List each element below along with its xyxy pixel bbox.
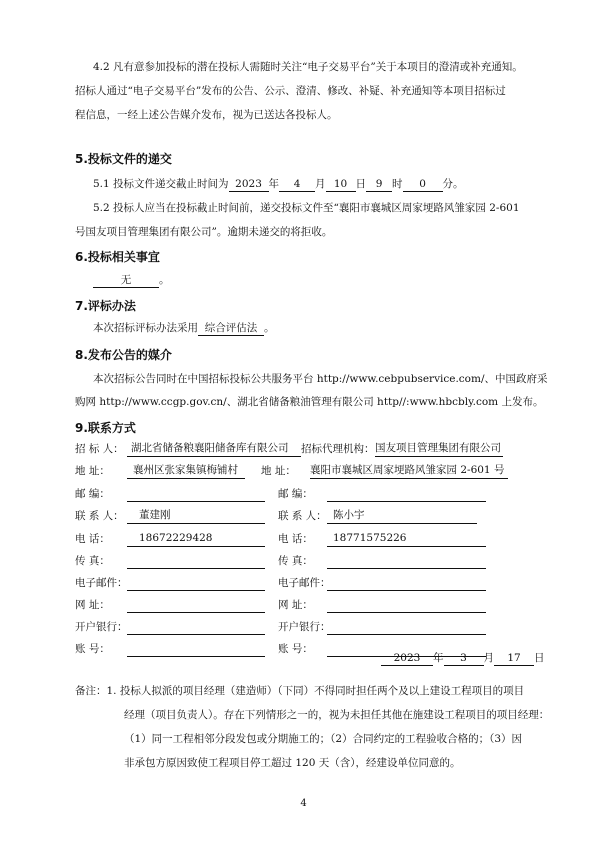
deadline-day-unit: 日	[355, 178, 367, 190]
section7-line	[93, 317, 553, 339]
contact-row-web	[75, 596, 545, 616]
clause-4-2-line1: 4.2 凡有意参加投标的潜在投标人需随时关注“电子交易平台”关于本项目的澄清或补充通知。	[93, 61, 523, 73]
contact-row-fax	[75, 552, 545, 572]
postcode-value	[127, 485, 265, 502]
web-value	[127, 596, 265, 613]
contact-row-address	[75, 462, 545, 482]
address-value: 襄州区张家集镇梅铺村	[127, 462, 245, 479]
page-number: 4	[300, 798, 307, 809]
section7-prefix: 本次招标评标办法采用	[93, 322, 198, 334]
address-label: 地 址：	[75, 465, 110, 477]
section9-heading: 9.联系方式	[75, 421, 136, 435]
agency-contact-label: 联 系 人：	[278, 510, 327, 522]
agency-label: 招标代理机构：	[301, 443, 375, 455]
section6-heading: 6.投标相关事宜	[75, 250, 160, 264]
deadline-prefix: 5.1 投标文件递交截止时间为	[93, 178, 229, 190]
signing-date-day-unit: 日	[534, 652, 545, 664]
agency-address-label: 地 址：	[261, 465, 296, 477]
signing-date-year: 2023	[381, 651, 433, 666]
section8-line2: 购网 http://www.ccgp.gov.cn/、湖北省储备粮油管理有限公司 http//:www.hbcbly.com 上发布。	[75, 396, 544, 408]
clause-5-2-line2: 号国友项目管理集团有限公司”。逾期未递交的将拒收。	[75, 226, 333, 238]
agency-bank-label: 开户银行：	[278, 621, 331, 633]
account-label: 账 号：	[75, 643, 110, 655]
remark-line3: （1）同一工程相邻分段发包或分期施工的；（2）合同约定的工程验收合格的；（3）因	[124, 733, 523, 745]
clause-4-2-line2: 招标人通过“电子交易平台”发布的公告、公示、澄清、修改、补疑、补充通知等本项目招标过	[75, 85, 506, 97]
contact-row-tenderer	[75, 440, 545, 460]
bank-value	[127, 618, 265, 635]
tenderer-value: 湖北省储备粮襄阳储备库有限公司	[127, 440, 301, 457]
deadline-day: 10	[326, 177, 356, 192]
agency-fax-value	[327, 552, 486, 569]
agency-address-value: 襄阳市襄城区周家埂路风雏家园 2-601 号	[310, 462, 508, 479]
agency-email-label: 电子邮件：	[278, 577, 331, 589]
postcode-label: 邮 编：	[75, 488, 110, 500]
clause-4-2-line3: 程信息，一经上述公告媒介发布，视为已送达各投标人。	[75, 109, 338, 121]
section5-heading: 5.投标文件的递交	[75, 152, 172, 166]
deadline-year-unit: 年	[268, 178, 280, 190]
deadline-month: 4	[279, 177, 315, 192]
section7-heading: 7.评标办法	[75, 299, 136, 313]
account-value	[127, 640, 265, 657]
section6-suffix: 。	[159, 274, 170, 286]
section8-line1: 本次招标公告同时在中国招标投标公共服务平台 http://www.cebpubservice.com/、中国政府采	[93, 373, 548, 385]
signing-date-day: 17	[494, 651, 534, 666]
agency-bank-value	[327, 618, 486, 635]
agency-web-label: 网 址：	[278, 599, 313, 611]
agency-fax-label: 传 真：	[278, 555, 313, 567]
signing-date	[381, 647, 545, 669]
signing-date-month: 3	[444, 651, 484, 666]
agency-postcode-value	[327, 485, 486, 502]
web-label: 网 址：	[75, 599, 110, 611]
agency-email-value	[327, 574, 486, 591]
phone-label: 电 话：	[75, 533, 110, 545]
signing-date-month-unit: 月	[483, 652, 494, 664]
deadline-minute-unit: 分。	[442, 178, 464, 190]
contact-row-bank	[75, 618, 545, 638]
section7-suffix: 。	[264, 322, 275, 334]
deadline-year: 2023	[229, 177, 269, 192]
email-value	[127, 574, 265, 591]
tenderer-label: 招 标 人：	[75, 443, 124, 455]
agency-web-value	[327, 596, 486, 613]
phone-value: 18672229428	[127, 530, 265, 547]
email-label: 电子邮件：	[75, 577, 128, 589]
agency-postcode-label: 邮 编：	[278, 488, 313, 500]
clause-5-2-line1: 5.2 投标人应当在投标截止时间前，递交投标文件至“襄阳市襄城区周家埂路风雏家园 2-601	[93, 202, 520, 214]
contact-row-postcode	[75, 485, 545, 505]
section6-value: 无	[93, 273, 159, 288]
remark-line2: 经理（项目负责人）。存在下列情形之一的，视为未担任其他在施建设工程项目的项目经理：	[124, 709, 550, 721]
agency-contact-value: 陈小宇	[327, 507, 477, 524]
contact-row-phone	[75, 530, 545, 550]
deadline-line	[93, 173, 553, 195]
section6-line	[93, 269, 553, 291]
agency-account-label: 账 号：	[278, 643, 313, 655]
deadline-minute: 0	[403, 177, 443, 192]
deadline-hour: 9	[366, 177, 392, 192]
section8-heading: 8.发布公告的媒介	[75, 348, 172, 362]
agency-value: 国友项目管理集团有限公司	[375, 440, 503, 457]
agency-phone-value: 18771575226	[327, 530, 486, 547]
deadline-month-unit: 月	[315, 178, 326, 190]
agency-phone-label: 电 话：	[278, 533, 313, 545]
section7-method: 综合评估法	[198, 321, 264, 336]
remark-line1: 备注：1. 投标人拟派的项目经理（建造师）（下同）不得同时担任两个及以上建设工程项目的项目	[75, 685, 525, 697]
bank-label: 开户银行：	[75, 621, 128, 633]
contact-row-contact	[75, 507, 545, 527]
contact-label: 联 系 人：	[75, 510, 124, 522]
fax-value	[127, 552, 265, 569]
contact-row-email	[75, 574, 545, 594]
fax-label: 传 真：	[75, 555, 110, 567]
deadline-hour-unit: 时	[392, 178, 403, 190]
contact-value: 董建刚	[127, 507, 265, 524]
signing-date-year-unit: 年	[433, 652, 444, 664]
remark-line4: 非承包方原因致使工程项目停工超过 120 天（含），经建设单位同意的。	[124, 757, 461, 769]
